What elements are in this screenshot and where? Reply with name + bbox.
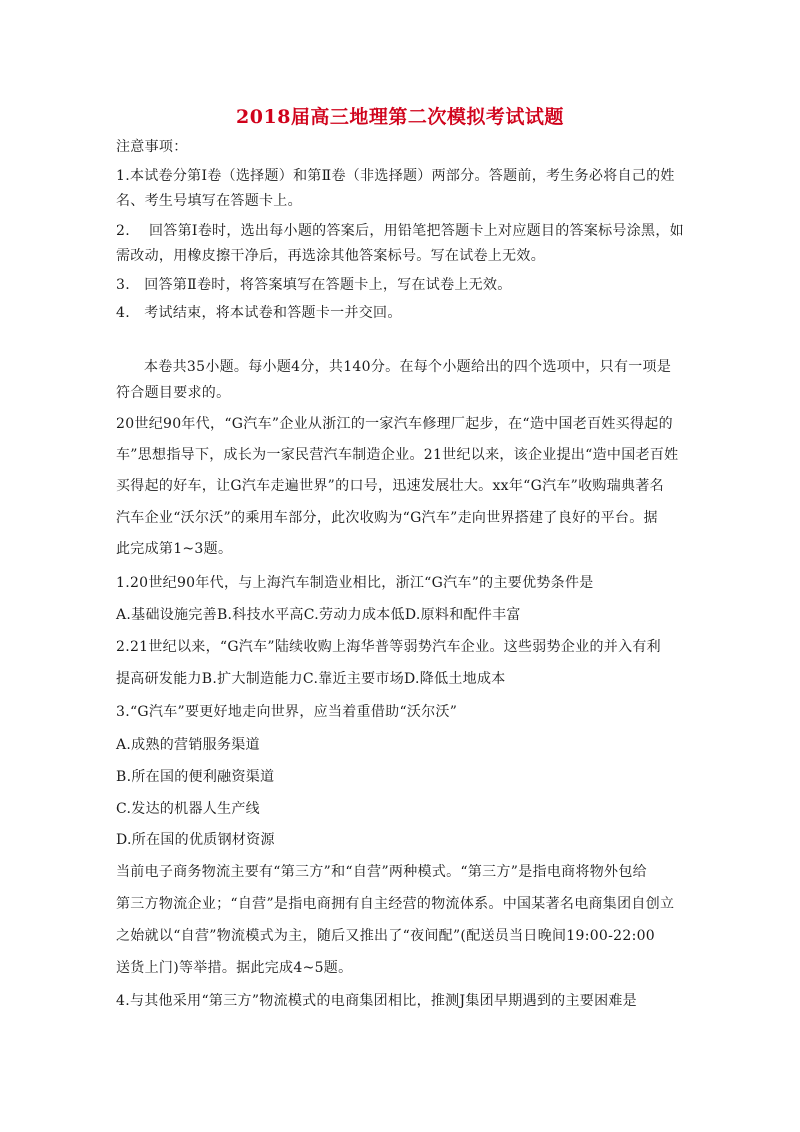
question-4: 4.与其他采用“第三方”物流模式的电商集团相比，推测J集团早期遇到的主要困难是 xyxy=(116,993,637,1009)
section-instructions-cont: 符合题目要求的。 xyxy=(116,385,231,401)
question-3-option-a: A.成熟的营销服务渠道 xyxy=(116,737,260,753)
notice-item-1-cont: 名、考生号填写在答题卡上。 xyxy=(116,193,302,209)
passage-1-line-2: 车”思想指导下，成长为一家民营汽车制造企业。21世纪以来，该企业提出“造中国老百姓 xyxy=(116,447,679,463)
passage-1-line-1: 20世纪90年代，“G汽车”企业从浙江的一家汽车修理厂起步，在“造中国老百姓买得起的 xyxy=(116,416,673,432)
question-3-option-d: D.所在国的优质钢材资源 xyxy=(116,832,275,848)
question-2: 2.21世纪以来，“G汽车”陆续收购上海华普等弱势汽车企业。这些弱势企业的并入有利 xyxy=(116,639,661,655)
notice-item-1: 1.本试卷分第Ⅰ卷（选择题）和第Ⅱ卷（非选择题）两部分。答题前，考生务必将自己的姓 xyxy=(116,168,675,184)
passage-1-line-5: 此完成第1~3题。 xyxy=(116,541,233,557)
passage-2-line-2: 第三方物流企业；“自营”是指电商拥有自主经营的物流体系。中国某著名电商集团自创立 xyxy=(116,896,675,912)
passage-1-line-4: 汽车企业“沃尔沃”的乘用车部分，此次收购为“G汽车”走向世界搭建了良好的平台。据 xyxy=(116,510,658,526)
notice-item-4: 4. 考试结束，将本试卷和答题卡一并交回。 xyxy=(116,305,402,321)
notice-item-2-cont: 需改动，用橡皮擦干净后，再选涂其他答案标号。写在试卷上无效。 xyxy=(116,248,545,264)
question-3-option-b: B.所在国的便利融资渠道 xyxy=(116,769,275,785)
passage-2-line-4: 送货上门)等举措。据此完成4~5题。 xyxy=(116,960,353,976)
passage-2-line-1: 当前电子商务物流主要有“第三方”和“自营”两种模式。“第三方”是指电商将物外包给 xyxy=(116,864,647,880)
section-instructions: 本卷共35小题。每小题4分，共140分。在每个小题给出的四个选项中，只有一项是 xyxy=(144,359,672,375)
question-3-option-c: C.发达的机器人生产线 xyxy=(116,801,260,817)
question-3: 3.“G汽车”要更好地走向世界，应当着重借助“沃尔沃” xyxy=(116,704,458,720)
notice-item-2: 2. 回答第Ⅰ卷时，选出每小题的答案后，用铅笔把答题卡上对应题目的答案标号涂黑，如 xyxy=(116,223,684,239)
question-2-options: 提高研发能力B.扩大制造能力C.靠近主要市场D.降低土地成本 xyxy=(116,671,506,687)
question-1-options: A.基础设施完善B.科技水平高C.劳动力成本低D.原料和配件丰富 xyxy=(116,607,521,623)
notice-item-3: 3. 回答第Ⅱ卷时，将答案填写在答题卡上，写在试卷上无效。 xyxy=(116,277,512,293)
document-title: 2018届高三地理第二次模拟考试试题 xyxy=(236,106,564,128)
notice-heading: 注意事项： xyxy=(116,139,188,155)
question-1: 1.20世纪90年代，与上海汽车制造业相比，浙江“G汽车”的主要优势条件是 xyxy=(116,575,594,591)
passage-2-line-3: 之始就以“自营”物流模式为主，随后又推出了“夜间配”(配送员当日晚间19:00-22:00 xyxy=(116,928,656,944)
passage-1-line-3: 买得起的好车，让G汽车走遍世界”的口号，迅速发展壮大。xx年“G汽车”收购瑞典著名 xyxy=(116,478,664,494)
